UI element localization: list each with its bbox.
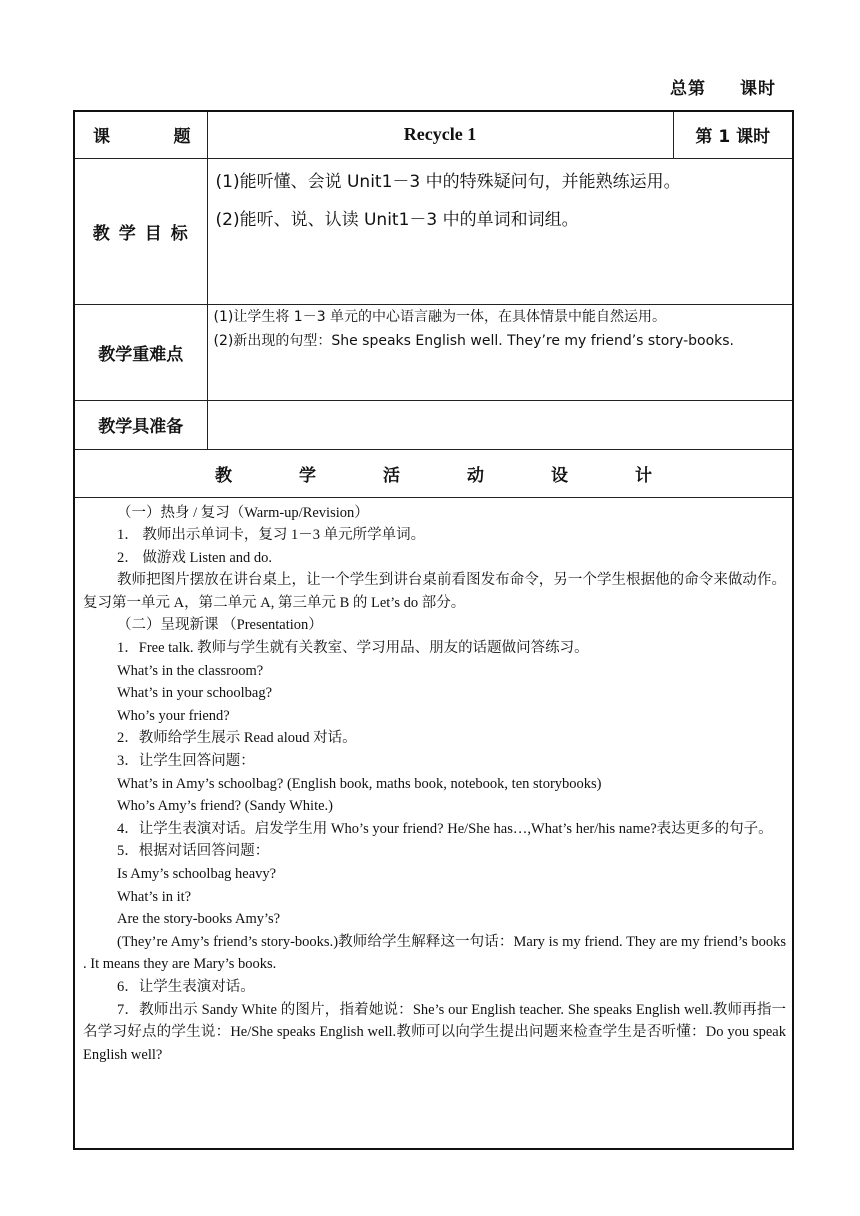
materials-value: [207, 400, 793, 449]
key-points-row: [74, 304, 793, 400]
question-line: Are the story-books Amy’s?: [117, 911, 281, 928]
activities-content: [74, 497, 793, 1149]
question-line: Who’s your friend?: [117, 707, 230, 724]
question-line: What’s in it?: [117, 888, 192, 905]
activities-header-row: [74, 449, 793, 497]
activities-header-char: 动: [467, 465, 484, 486]
activity-paragraph: 7．教师出示 Sandy White 的图片，指着她说：She’s our English teacher. She speaks English well.教师再指一名学习好点的学生说：He/She speaks English well.教师可以向学生提出问题来检查学生是否听懂：Do you speak English well?: [83, 1001, 786, 1063]
activity-paragraph: 4．让学生表演对话。启发学生用 Who’s your friend? He/She has…,What’s her/his name?表达更多的句子。: [117, 820, 773, 837]
question-line: What’s in the classroom?: [117, 662, 264, 679]
activity-line: 3．让学生回答问题：: [117, 753, 255, 770]
lesson-count-header: [670, 74, 776, 99]
title-label-cell: [74, 111, 207, 158]
objectives-content: [207, 158, 793, 304]
total-label: 总第: [670, 79, 706, 99]
activity-line: 1．Free talk. 教师与学生就有关教室、学习用品、朋友的话题做问答练习。: [117, 640, 589, 657]
activities-header-char: 计: [635, 465, 652, 486]
lesson-plan-table: [73, 110, 794, 1150]
activities-header-char: 活: [383, 465, 400, 486]
activity-line: 2． 做游戏 Listen and do.: [117, 549, 273, 566]
key-points-content: [207, 304, 793, 400]
key-point-1: (1)让学生将 1－3 单元的中心语言融为一体，在具体情景中能自然运用。: [213, 308, 667, 325]
question-line: What’s in your schoolbag?: [117, 685, 273, 702]
objectives-label: 教学目标: [92, 223, 197, 244]
materials-label: 教学具准备: [74, 400, 207, 449]
title-label-a: 课: [93, 127, 110, 148]
activity-paragraph: (They’re Amy’s friend’s story-books.)教师给学生解释这一句话：Mary is my friend. They are my friend’s books . It means they are Mary’s books.: [83, 933, 786, 973]
materials-row: [74, 400, 793, 449]
period-label: 第 1 课时: [673, 111, 793, 158]
key-points-label: 教学重难点: [74, 304, 207, 400]
objective-1: (1)能听懂、会说 Unit1－3 中的特殊疑问句，并能熟练运用。: [215, 171, 681, 192]
title-label-b: 题: [173, 127, 191, 148]
activity-line: 2．教师给学生展示 Read aloud 对话。: [117, 730, 357, 747]
objective-2: (2)能听、说、认读 Unit1－3 中的单词和词组。: [215, 209, 579, 230]
course-title: Recycle 1: [207, 111, 673, 158]
activities-header-char: 设: [551, 465, 568, 486]
section-warm-up: （一）热身 / 复习（Warm-up/Revision）: [117, 504, 369, 521]
objectives-row: [74, 158, 793, 304]
activities-header-char: 教: [215, 465, 232, 486]
activities-header-char: 学: [299, 465, 316, 486]
activity-line: 1． 教师出示单词卡，复习 1－3 单元所学单词。: [117, 527, 426, 544]
key-point-2: (2)新出现的句型：She speaks English well. They’re my friend’s story-books.: [213, 332, 734, 349]
activities-header: [74, 449, 793, 497]
question-line: Who’s Amy’s friend? (Sandy White.): [117, 798, 333, 815]
lesson-label: 课时: [740, 79, 776, 99]
activity-line: 6．让学生表演对话。: [117, 978, 255, 995]
activities-row: [74, 497, 793, 1149]
activity-line: 5．根据对话回答问题：: [117, 843, 270, 860]
question-line: Is Amy’s schoolbag heavy?: [117, 866, 277, 882]
question-line: What’s in Amy’s schoolbag? (English book, maths book, notebook, ten storybooks): [117, 775, 602, 792]
objectives-label-cell: [74, 158, 207, 304]
title-row: [74, 111, 793, 158]
section-presentation: （二）呈现新课 （Presentation）: [117, 617, 323, 634]
activity-paragraph: 教师把图片摆放在讲台桌上，让一个学生到讲台桌前看图发布命令，另一个学生根据他的命令来做动作。复习第一单元 A，第二单元 A, 第三单元 B 的 Let’s do 部分。: [83, 572, 786, 611]
